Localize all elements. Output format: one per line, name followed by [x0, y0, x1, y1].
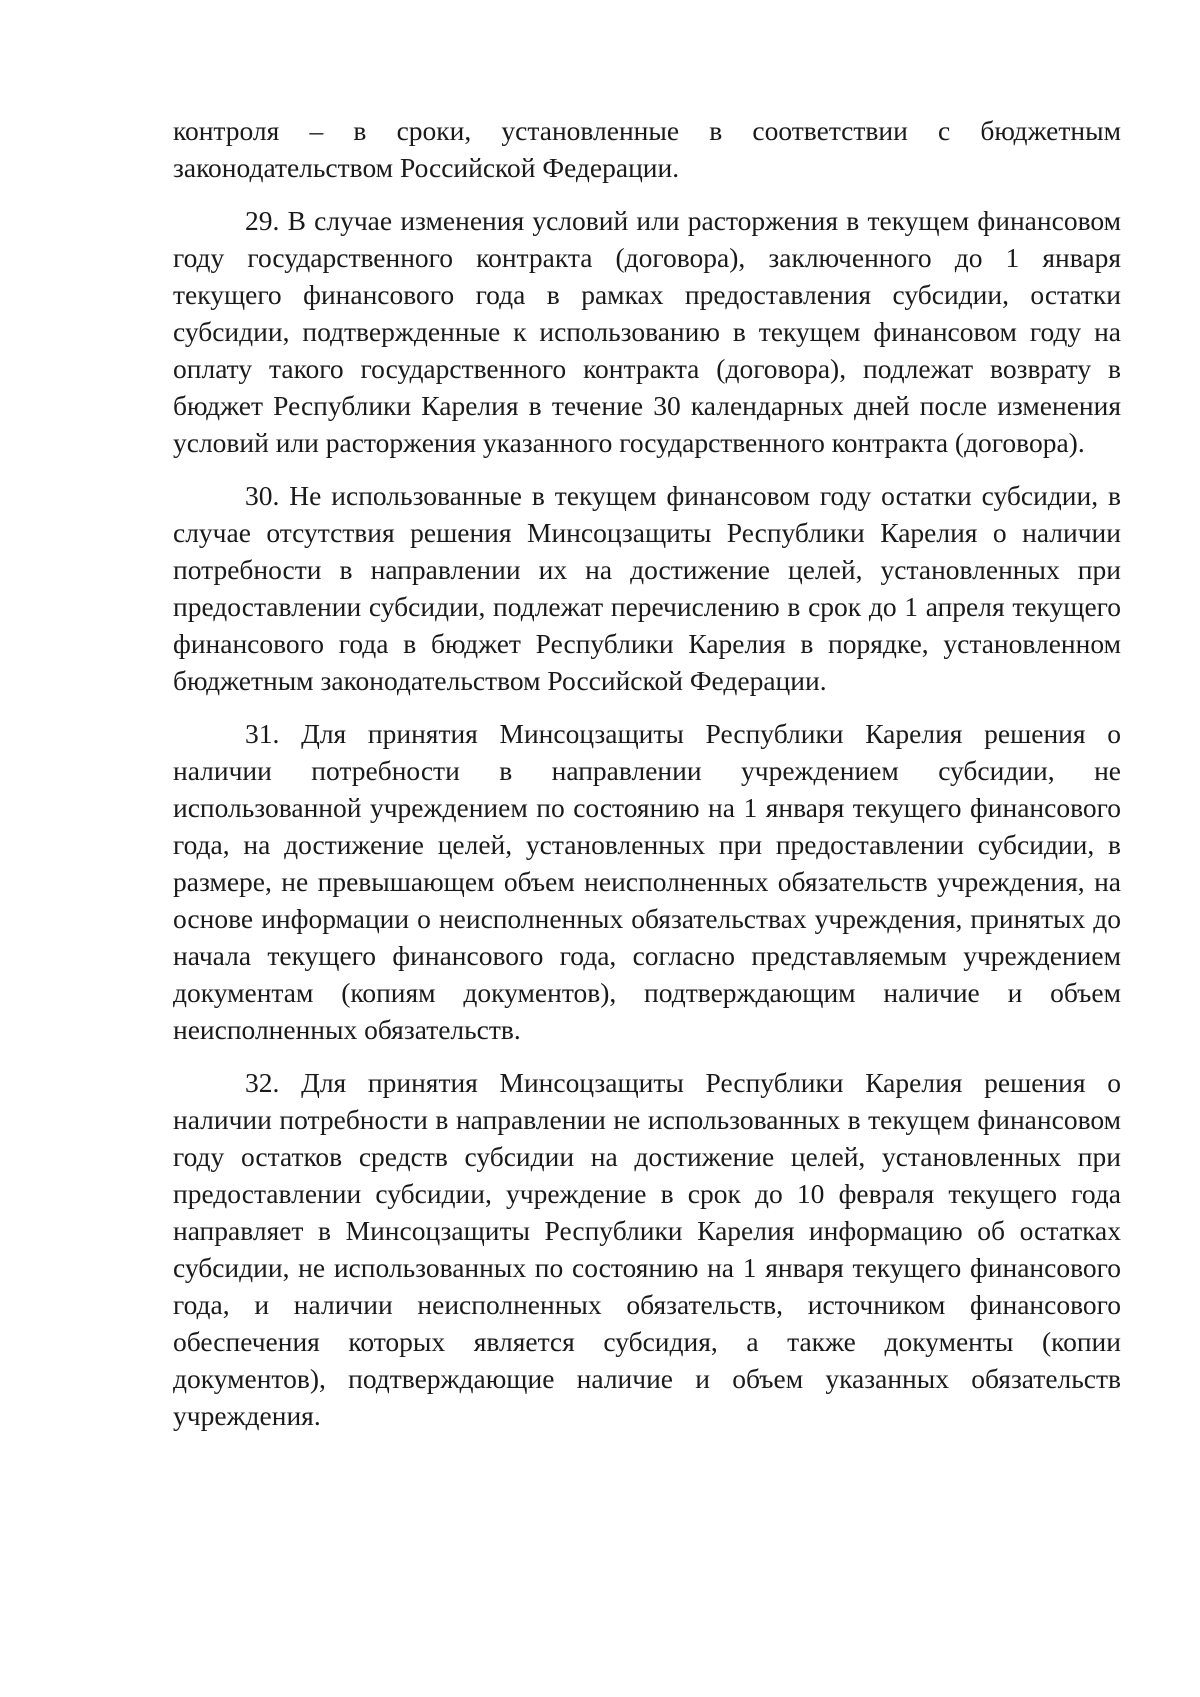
paragraph-continuation: контроля – в сроки, установленные в соответствии с бюджетным законодательством Российской Федерации.	[173, 115, 1121, 183]
paragraph-31: 31. Для принятия Минсоцзащиты Республики Карелия решения о наличии потребности в направлении учреждением субсидии, не использованной учреждением по состоянию на 1 января текущего финансового года, на достижение целей, установленных при предоставлении субсидии, в размере, не превышающем объем неисполненных обязательств учреждения, на основе информации о неисполненных обязательствах учреждения, принятых до начала текущего финансового года, согласно представляемым учреждением документам (копиям документов), подтверждающим наличие и объем неисполненных обязательств.	[173, 718, 1121, 1045]
document-page	[173, 112, 1121, 1450]
paragraph-29: 29. В случае изменения условий или расторжения в текущем финансовом году государственного контракта (договора), заключенного до 1 января текущего финансового года в рамках предоставления субсидии, остатки субсидии, подтвержденные к использованию в текущем финансовом году на оплату такого государственного контракта (договора), подлежат возврату в бюджет Республики Карелия в течение 30 календарных дней после изменения условий или расторжения указанного государственного контракта (договора).	[173, 205, 1121, 458]
paragraph-30: 30. Не использованные в текущем финансовом году остатки субсидии, в случае отсутствия решения Минсоцзащиты Республики Карелия о наличии потребности в направлении их на достижение целей, установленных при предоставлении субсидии, подлежат перечислению в срок до 1 апреля текущего финансового года в бюджет Республики Карелия в порядке, установленном бюджетным законодательством Российской Федерации.	[173, 480, 1121, 696]
paragraph-32: 32. Для принятия Минсоцзащиты Республики Карелия решения о наличии потребности в направлении не использованных в текущем финансовом году остатков средств субсидии на достижение целей, установленных при предоставлении субсидии, учреждение в срок до 10 февраля текущего года направляет в Минсоцзащиты Республики Карелия информацию об остатках субсидии, не использованных по состоянию на 1 января текущего финансового года, и наличии неисполненных обязательств, источником финансового обеспечения которых является субсидия, а также документы (копии документов), подтверждающие наличие и объем указанных обязательств учреждения.	[173, 1067, 1121, 1431]
